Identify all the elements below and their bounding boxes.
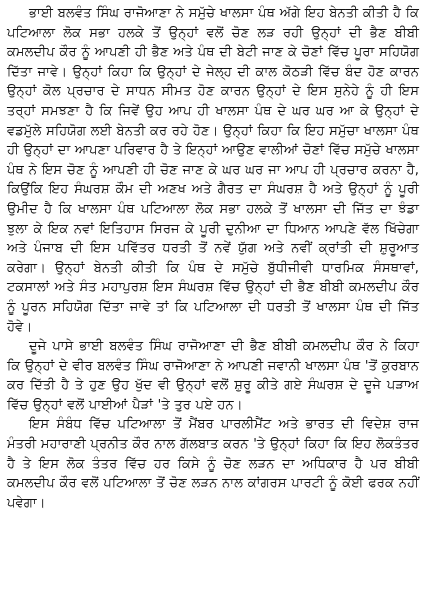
article-paragraph-3: ਇਸ ਸੰਬੰਧ ਵਿੱਚ ਪਟਿਆਲਾ ਤੋਂ ਮੈਂਬਰ ਪਾਰਲੀਮੈਂਟ ਅਤੇ ਭਾਰਤ ਦੀ ਵਿਦੇਸ਼ ਰਾਜ ਮੰਤਰੀ ਮਹਾਰਾਣੀ ਪ੍ਰਨੀਤ ਕੌਰ ਨਾਲ ਗੱਲਬਾਤ ਕਰਨ 'ਤੇ ਉਨ੍ਹਾਂ ਕਿਹਾ ਕਿ ਇਹ ਲੋਕਤੰਤਰ ਹੈ ਤੇ ਇਸ ਲੋਕ ਤੰਤਰ ਵਿੱਚ ਹਰ ਕਿਸੇ ਨੂੰ ਚੋਣ ਲੜਨ ਦਾ ਅਧਿਕਾਰ ਹੈ ਪਰ ਬੀਬੀ ਕਮਲਦੀਪ ਕੌਰ ਵਲੋਂ ਪਟਿਆਲਾ ਤੋਂ ਚੋਣ ਲੜਨ ਨਾਲ ਕਾਂਗਰਸ ਪਾਰਟੀ ਨੂੰ ਕੋਈ ਫਰਕ ਨਹੀਂ ਪਵੇਗਾ। — [7, 417, 419, 511]
article-paragraph-2: ਦੂਜੇ ਪਾਸੇ ਭਾਈ ਬਲਵੰਤ ਸਿੰਘ ਰਾਜੋਆਣਾ ਦੀ ਭੈਣ ਬੀਬੀ ਕਮਲਦੀਪ ਕੌਰ ਨੇ ਕਿਹਾ ਕਿ ਉਨ੍ਹਾਂ ਦੇ ਵੀਰ ਬਲਵੰਤ ਸਿੰਘ ਰਾਜੋਆਣਾ ਨੇ ਆਪਣੀ ਜਵਾਨੀ ਖਾਲਸਾ ਪੰਥ 'ਤੋਂ ਕੁਰਬਾਨ ਕਰ ਦਿੱਤੀ ਹੈ ਤੇ ਹੁਣ ਉਹ ਖੁੱਦ ਵੀ ਉਨ੍ਹਾਂ ਵਲੋਂ ਸ਼ੁਰੂ ਕੀਤੇ ਗਏ ਸੰਘਰਸ਼ ਦੇ ਦੂਜੇ ਪੜਾਅ ਵਿੱਚ ਉਨ੍ਹਾਂ ਵਲੋਂ ਪਾਈਆਂ ਪੈੜਾਂ 'ਤੇ ਤੁਰ ਪਏ ਹਨ। — [7, 339, 419, 413]
article-paragraph-1: ਭਾਈ ਬਲਵੰਤ ਸਿੰਘ ਰਾਜੋਆਣਾ ਨੇ ਸਮੁੱਚੇ ਖਾਲਸਾ ਪੰਥ ਅੱਗੇ ਇਹ ਬੇਨਤੀ ਕੀਤੀ ਹੈ ਕਿ ਪਟਿਆਲਾ ਲੋਕ ਸਭਾ ਹਲਕੇ ਤੋਂ ਉਨ੍ਹਾਂ ਵਲੋਂ ਚੋਣ ਲੜ ਰਹੀ ਉਨ੍ਹਾਂ ਦੀ ਭੈਣ ਬੀਬੀ ਕਮਲਦੀਪ ਕੌਰ ਨੂੰ ਆਪਣੀ ਹੀ ਭੈਣ ਅਤੇ ਪੰਥ ਦੀ ਬੇਟੀ ਜਾਣ ਕੇ ਚੋਣਾਂ ਵਿੱਚ ਪੂਰਾ ਸਹਿਯੋਗ ਦਿੱਤਾ ਜਾਵੇ। ਉਨ੍ਹਾਂ ਕਿਹਾ ਕਿ ਉਨ੍ਹਾਂ ਦੇ ਜੇਲ੍ਹ ਦੀ ਕਾਲ ਕੋਠੜੀ ਵਿੱਚ ਬੰਦ ਹੋਣ ਕਾਰਨ ਉਨ੍ਹਾਂ ਕੋਲ ਪ੍ਰਚਾਰ ਦੇ ਸਾਧਨ ਸੀਮਤ ਹੋਣ ਕਾਰਨ ਉਨ੍ਹਾਂ ਦੇ ਇਸ ਸੁਨੇਹੇ ਨੂੰ ਹੀ ਇਸ ਤਰ੍ਹਾਂ ਸਮਝਣਾ ਹੈ ਕਿ ਜਿਵੇਂ ਉਹ ਆਪ ਹੀ ਖਾਲਸਾ ਪੰਥ ਦੇ ਘਰ ਘਰ ਆ ਕੇ ਉਨ੍ਹਾਂ ਦੇ ਵਡਮੁੱਲੇ ਸਹਿਯੋਗ ਲਈ ਬੇਨਤੀ ਕਰ ਰਹੇ ਹੋਣ। ਉਨ੍ਹਾਂ ਕਿਹਾ ਕਿ ਇਹ ਸਮੁੱਚਾ ਖਾਲਸਾ ਪੰਥ ਹੀ ਉਨ੍ਹਾਂ ਦਾ ਆਪਣਾ ਪਰਿਵਾਰ ਹੈ ਤੇ ਇਨ੍ਹਾਂ ਆਉਣ ਵਾਲੀਆਂ ਚੋਣਾਂ ਵਿੱਚ ਸਮੁੱਚੇ ਖਾਲਸਾ ਪੰਥ ਨੇ ਇਸ ਚੋਣ ਨੂੰ ਆਪਣੀ ਹੀ ਚੋਣ ਜਾਣ ਕੇ ਘਰ ਘਰ ਜਾ ਆਪ ਹੀ ਪ੍ਰਚਾਰ ਕਰਨਾ ਹੈ, ਕਿਉਂਕਿ ਇਹ ਸੰਘਰਸ਼ ਕੌਮ ਦੀ ਅਣਖ ਅਤੇ ਗੈਰਤ ਦਾ ਸੰਘਰਸ਼ ਹੈ ਅਤੇ ਉਨ੍ਹਾਂ ਨੂੰ ਪੂਰੀ ਉਮੀਦ ਹੈ ਕਿ ਖਾਲਸਾ ਪੰਥ ਪਟਿਆਲਾ ਲੋਕ ਸਭਾ ਹਲਕੇ ਤੋਂ ਖਾਲਸਾ ਦੀ ਜਿੱਤ ਦਾ ਝੰਡਾ ਝੁਲਾ ਕੇ ਇਕ ਨਵਾਂ ਇਤਿਹਾਸ ਸਿਰਜ ਕੇ ਪੂਰੀ ਦੁਨੀਆ ਦਾ ਧਿਆਨ ਆਪਣੇ ਵੱਲ ਖਿੱਚੇਗਾ ਅਤੇ ਪੰਜਾਬ ਦੀ ਇਸ ਪਵਿੱਤਰ ਧਰਤੀ ਤੋਂ ਨਵੇਂ ਯੁੱਗ ਅਤੇ ਨਵੀਂ ਕ੍ਰਾਂਤੀ ਦੀ ਸ਼ੁਰੂਆਤ ਕਰੇਗਾ। ਉਨ੍ਹਾਂ ਬੇਨਤੀ ਕੀਤੀ ਕਿ ਪੰਥ ਦੇ ਸਮੁੱਚੇ ਬੁੱਧੀਜੀਵੀ ਧਾਰਮਿਕ ਸੰਸਥਾਵਾਂ, ਟਕਸਾਲਾਂ ਅਤੇ ਸੰਤ ਮਹਾਪੁਰਸ਼ ਇਸ ਸੰਘਰਸ਼ ਵਿੱਚ ਉਨ੍ਹਾਂ ਦੀ ਭੈਣ ਬੀਬੀ ਕਮਲਦੀਪ ਕੌਰ ਨੂੰ ਪੂਰਨ ਸਹਿਯੋਗ ਦਿੱਤਾ ਜਾਵੇ ਤਾਂ ਕਿ ਪਟਿਆਲਾ ਦੀ ਧਰਤੀ ਤੋਂ ਖਾਲਸਾ ਪੰਥ ਦੀ ਜਿੱਤ ਹੋਵੇ। — [7, 6, 419, 335]
article-body — [7, 4, 419, 606]
